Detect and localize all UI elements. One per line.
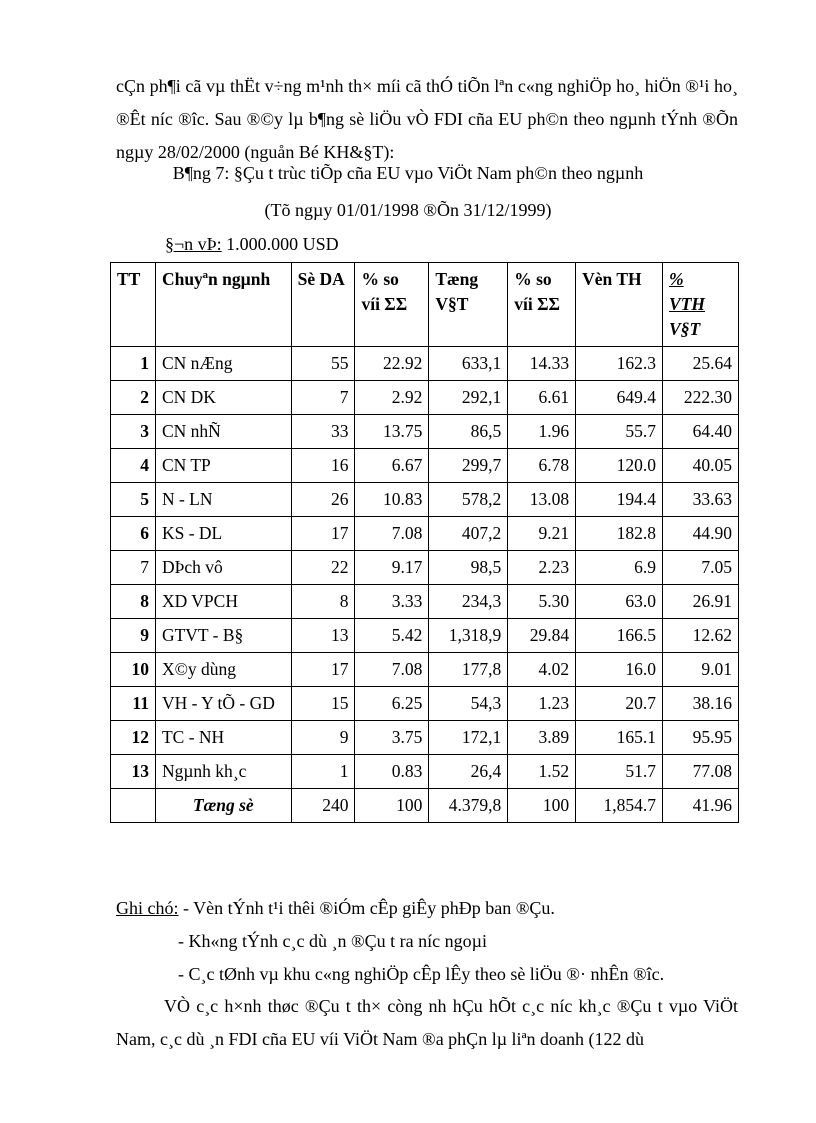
cell-sector: CN nÆng [155, 347, 291, 381]
cell-ratio: 12.62 [663, 619, 739, 653]
cell-sector: KS - DL [155, 517, 291, 551]
cell-tt: 1 [111, 347, 156, 381]
total-cell-implemented: 1,854.7 [576, 789, 663, 823]
cell-tt: 7 [111, 551, 156, 585]
cell-projects: 7 [291, 381, 355, 415]
cell-pct-total: 6.78 [508, 449, 576, 483]
cell-pct-total: 2.23 [508, 551, 576, 585]
cell-pct-projects: 22.92 [355, 347, 429, 381]
header-pct-investment-line1: % so [514, 269, 552, 289]
cell-tt: 6 [111, 517, 156, 551]
cell-ratio: 26.91 [663, 585, 739, 619]
cell-total: 1,318,9 [429, 619, 508, 653]
cell-pct-total: 5.30 [508, 585, 576, 619]
unit-line [165, 234, 339, 255]
cell-pct-projects: 7.08 [355, 517, 429, 551]
cell-implemented: 6.9 [576, 551, 663, 585]
cell-ratio: 7.05 [663, 551, 739, 585]
header-projects: Sè DA [291, 263, 355, 347]
cell-pct-total: 29.84 [508, 619, 576, 653]
cell-projects: 9 [291, 721, 355, 755]
cell-projects: 55 [291, 347, 355, 381]
cell-pct-projects: 3.33 [355, 585, 429, 619]
table-row [111, 517, 739, 551]
cell-total: 177,8 [429, 653, 508, 687]
cell-ratio: 9.01 [663, 653, 739, 687]
cell-projects: 17 [291, 517, 355, 551]
cell-tt: 12 [111, 721, 156, 755]
cell-implemented: 166.5 [576, 619, 663, 653]
cell-implemented: 20.7 [576, 687, 663, 721]
cell-sector: GTVT - B§ [155, 619, 291, 653]
cell-implemented: 162.3 [576, 347, 663, 381]
fdi-sector-table [110, 262, 739, 823]
table-row [111, 653, 739, 687]
closing-paragraph: VÒ c¸c h×nh thøc ®Çu t th× còng nh hÇu hÕt c¸c níc kh¸c ®Çu t vµo ViÖt Nam, c¸c dù ¸n FDI cña EU víi ViÖt Nam ®a phÇn lµ liªn doanh (122 dù [116, 996, 738, 1049]
cell-pct-projects: 6.67 [355, 449, 429, 483]
cell-ratio: 33.63 [663, 483, 739, 517]
cell-projects: 17 [291, 653, 355, 687]
cell-pct-total: 6.61 [508, 381, 576, 415]
table-row [111, 449, 739, 483]
table-title: B¶ng 7: §Çu t trùc tiÕp cña EU vµo ViÖt Nam ph©n theo ngµnh [172, 163, 644, 183]
cell-ratio: 64.40 [663, 415, 739, 449]
cell-pct-total: 3.89 [508, 721, 576, 755]
cell-sector: TC - NH [155, 721, 291, 755]
cell-tt: 11 [111, 687, 156, 721]
cell-implemented: 165.1 [576, 721, 663, 755]
notes-block [116, 892, 738, 991]
total-cell-ratio: 41.96 [663, 789, 739, 823]
cell-projects: 33 [291, 415, 355, 449]
cell-pct-projects: 2.92 [355, 381, 429, 415]
notes-label: Ghi chó: [116, 898, 179, 918]
header-ratio-line3: V§T [669, 319, 701, 339]
cell-pct-projects: 0.83 [355, 755, 429, 789]
cell-pct-projects: 13.75 [355, 415, 429, 449]
cell-implemented: 194.4 [576, 483, 663, 517]
cell-total: 407,2 [429, 517, 508, 551]
cell-sector: N - LN [155, 483, 291, 517]
cell-pct-total: 13.08 [508, 483, 576, 517]
total-cell-label: Tæng sè [155, 789, 291, 823]
cell-projects: 15 [291, 687, 355, 721]
cell-total: 578,2 [429, 483, 508, 517]
cell-projects: 13 [291, 619, 355, 653]
header-implemented-capital: Vèn TH [576, 263, 663, 347]
cell-ratio: 38.16 [663, 687, 739, 721]
cell-pct-total: 9.21 [508, 517, 576, 551]
cell-ratio: 95.95 [663, 721, 739, 755]
cell-projects: 1 [291, 755, 355, 789]
cell-total: 54,3 [429, 687, 508, 721]
cell-pct-projects: 9.17 [355, 551, 429, 585]
cell-tt: 10 [111, 653, 156, 687]
cell-ratio: 77.08 [663, 755, 739, 789]
header-ratio-line1: % [669, 269, 684, 289]
table-row [111, 721, 739, 755]
total-cell-total: 4.379,8 [429, 789, 508, 823]
header-sector: Chuyªn ngµnh [155, 263, 291, 347]
header-total-investment-line2: V§T [435, 294, 469, 314]
header-pct-investment-line2: víi ΣΣ [514, 294, 560, 314]
cell-total: 292,1 [429, 381, 508, 415]
cell-implemented: 63.0 [576, 585, 663, 619]
cell-tt: 2 [111, 381, 156, 415]
cell-pct-projects: 10.83 [355, 483, 429, 517]
cell-pct-total: 14.33 [508, 347, 576, 381]
table-row [111, 755, 739, 789]
cell-pct-total: 1.96 [508, 415, 576, 449]
header-total-investment [429, 263, 508, 347]
cell-tt: 4 [111, 449, 156, 483]
cell-sector: DÞch vô [155, 551, 291, 585]
cell-projects: 26 [291, 483, 355, 517]
cell-total: 299,7 [429, 449, 508, 483]
header-pct-projects [355, 263, 429, 347]
cell-ratio: 222.30 [663, 381, 739, 415]
table-row [111, 415, 739, 449]
cell-total: 633,1 [429, 347, 508, 381]
cell-pct-projects: 6.25 [355, 687, 429, 721]
cell-total: 172,1 [429, 721, 508, 755]
cell-sector: CN nhÑ [155, 415, 291, 449]
cell-pct-total: 1.52 [508, 755, 576, 789]
cell-projects: 8 [291, 585, 355, 619]
cell-sector: XD VPCH [155, 585, 291, 619]
cell-tt: 13 [111, 755, 156, 789]
total-cell-empty [111, 789, 156, 823]
cell-sector: Ngµnh kh¸c [155, 755, 291, 789]
table-row [111, 551, 739, 585]
header-ratio [663, 263, 739, 347]
cell-sector: CN TP [155, 449, 291, 483]
note-item-1: - Vèn tÝnh t¹i thêi ®iÓm cÊp giÊy phÐp ban ®Çu. [183, 898, 555, 918]
cell-ratio: 25.64 [663, 347, 739, 381]
cell-total: 26,4 [429, 755, 508, 789]
total-cell-pct-total: 100 [508, 789, 576, 823]
cell-pct-projects: 7.08 [355, 653, 429, 687]
header-tt: TT [111, 263, 156, 347]
header-ratio-line2: VTH [669, 294, 706, 314]
table-row [111, 585, 739, 619]
cell-implemented: 649.4 [576, 381, 663, 415]
cell-pct-total: 4.02 [508, 653, 576, 687]
cell-tt: 5 [111, 483, 156, 517]
cell-total: 98,5 [429, 551, 508, 585]
cell-pct-projects: 3.75 [355, 721, 429, 755]
cell-ratio: 40.05 [663, 449, 739, 483]
cell-total: 234,3 [429, 585, 508, 619]
cell-implemented: 120.0 [576, 449, 663, 483]
cell-projects: 16 [291, 449, 355, 483]
cell-total: 86,5 [429, 415, 508, 449]
cell-implemented: 55.7 [576, 415, 663, 449]
cell-implemented: 182.8 [576, 517, 663, 551]
cell-projects: 22 [291, 551, 355, 585]
cell-implemented: 16.0 [576, 653, 663, 687]
table-total-row [111, 789, 739, 823]
cell-sector: CN DK [155, 381, 291, 415]
cell-tt: 9 [111, 619, 156, 653]
cell-implemented: 51.7 [576, 755, 663, 789]
cell-pct-projects: 5.42 [355, 619, 429, 653]
table-row [111, 381, 739, 415]
table-body [111, 347, 739, 823]
table-subtitle: (Tõ ngµy 01/01/1998 ®Õn 31/12/1999) [264, 200, 552, 220]
cell-ratio: 44.90 [663, 517, 739, 551]
table-row [111, 483, 739, 517]
header-pct-projects-line1: % so [361, 269, 399, 289]
note-item-2: - Kh«ng tÝnh c¸c dù ¸n ®Çu t ra níc ngoµi [178, 931, 487, 951]
intro-paragraph: cÇn ph¶i cã vµ thËt v÷ng m¹nh th× míi cã thÓ tiÕn lªn c«ng nghiÖp ho¸ hiÖn ®¹i ho¸ ®Êt níc ®îc. Sau ®©y lµ b¶ng sè liÖu vÒ FDI cña EU ph©n theo ngµnh tÝnh ®Õn ngµy 28/02/2000 (nguån Bé KH&§T): [116, 76, 738, 162]
header-pct-projects-line2: víi ΣΣ [361, 294, 408, 314]
cell-pct-total: 1.23 [508, 687, 576, 721]
note-item-3: - C¸c tØnh vµ khu c«ng nghiÖp cÊp lÊy theo sè liÖu ®· nhÊn ®îc. [178, 964, 665, 984]
table-row [111, 687, 739, 721]
table-header-row [111, 263, 739, 347]
cell-tt: 8 [111, 585, 156, 619]
table-row [111, 347, 739, 381]
header-pct-investment [508, 263, 576, 347]
total-cell-projects: 240 [291, 789, 355, 823]
cell-sector: VH - Y tÕ - GD [155, 687, 291, 721]
cell-sector: X©y dùng [155, 653, 291, 687]
total-cell-pct-projects: 100 [355, 789, 429, 823]
cell-tt: 3 [111, 415, 156, 449]
unit-value: 1.000.000 USD [226, 234, 339, 254]
header-total-investment-line1: Tæng [435, 269, 479, 289]
unit-label: §¬n vÞ: [165, 234, 222, 254]
table-row [111, 619, 739, 653]
